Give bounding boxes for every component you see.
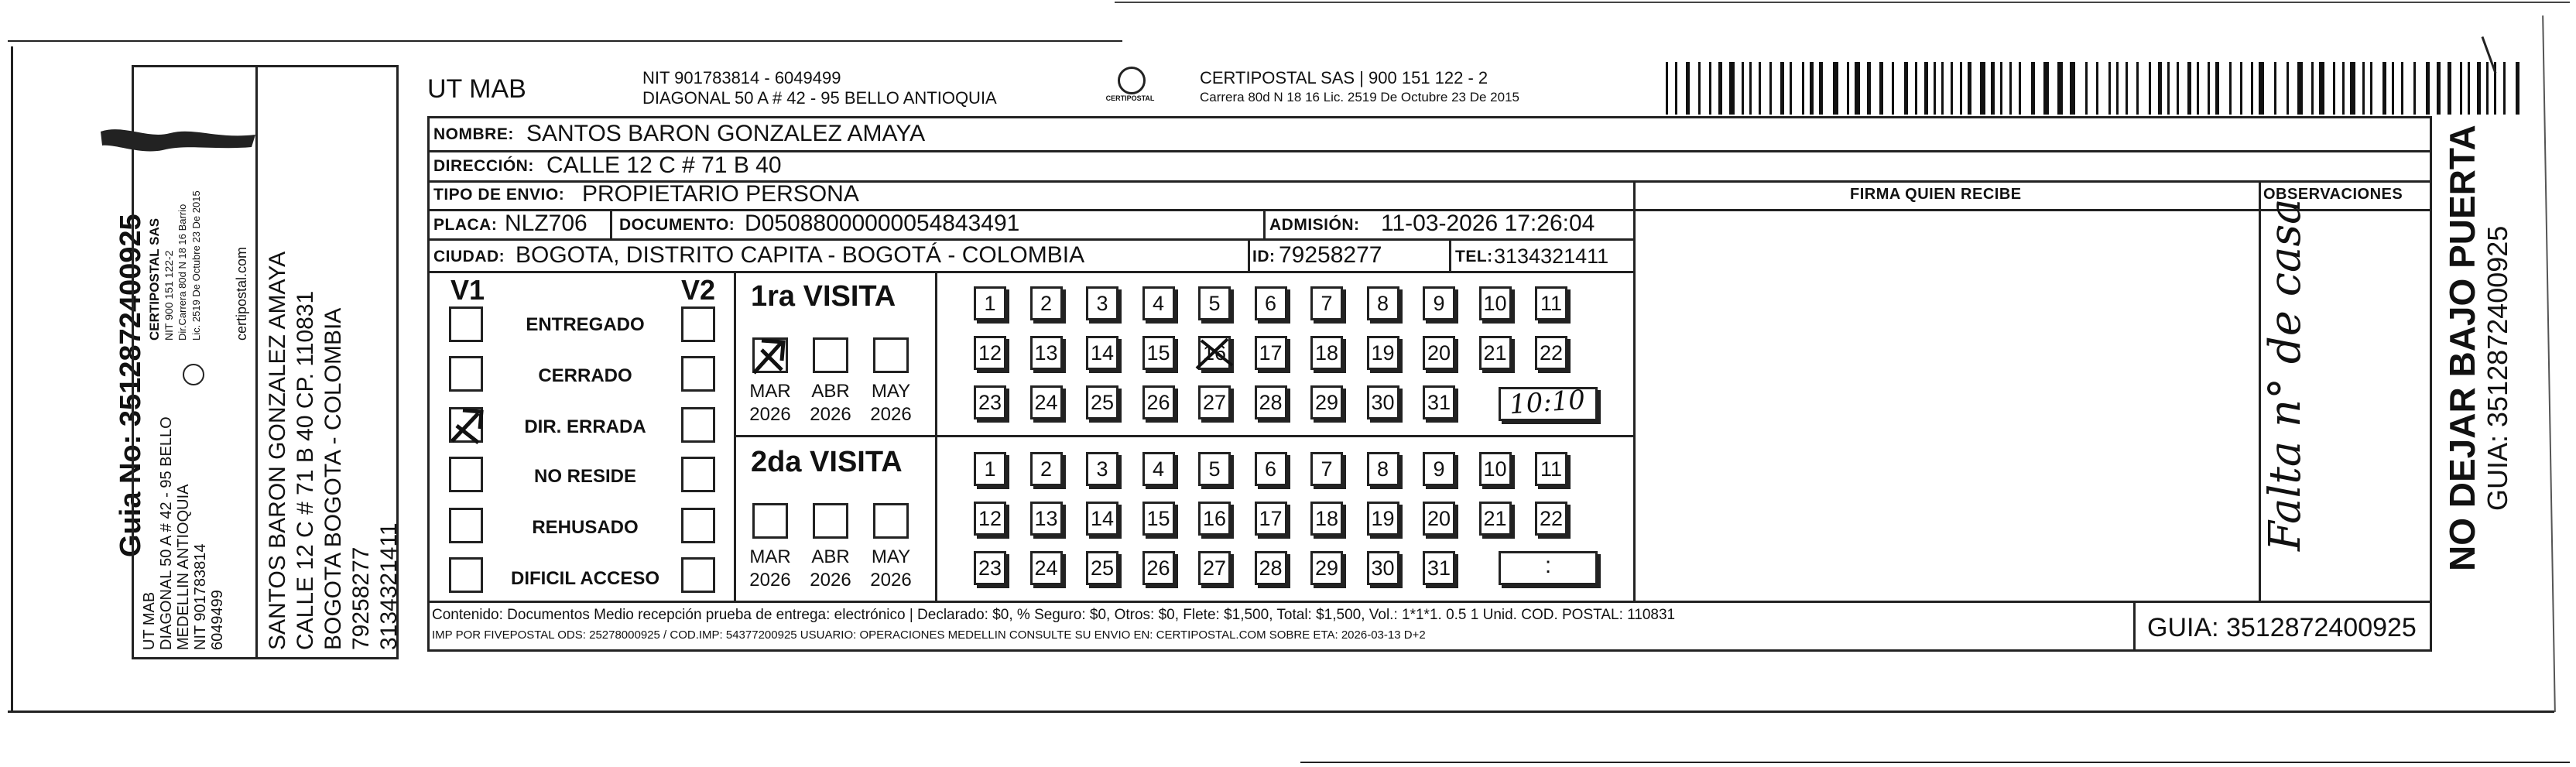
v2-month-may: MAY: [871, 546, 911, 567]
col-line-guia: [2133, 601, 2136, 652]
v1-day-box[interactable]: 19: [1367, 336, 1399, 370]
v1-month-mar: MAR: [749, 381, 791, 402]
barcode-bar: [1686, 62, 1690, 115]
v1-day-box[interactable]: 3: [1086, 286, 1118, 320]
barcode-bar: [2319, 62, 2324, 115]
status-rehusado: REHUSADO: [532, 517, 639, 538]
status-dir-errada: DIR. ERRADA: [524, 416, 646, 437]
barcode-bar: [1980, 62, 1985, 115]
direccion-label: DIRECCIÓN:: [433, 157, 534, 175]
barcode-bar: [2043, 62, 2049, 115]
barcode-bar: [2297, 62, 2303, 115]
v2-month-box-mar[interactable]: [752, 503, 788, 539]
footer-contenido: Contenido: Documentos Medio recepción prueba de entrega: electrónico | Declarado: $0, % Seguro: $0, Otros: $0, Flete: $1,500, Total: $1,500, Vol.: 1*1*1. 0.5 1 Unid. COD. POSTAL: 110831: [432, 607, 1676, 623]
barcode-bar: [2370, 62, 2372, 115]
barcode-bar: [1867, 62, 1871, 115]
barcode-bar: [1941, 62, 1944, 115]
barcode-bar: [1960, 62, 1962, 115]
v1-year: 2026: [870, 404, 912, 425]
barcode-bar: [2197, 62, 2199, 115]
scan-edge-right: [2542, 15, 2556, 712]
stub-recipient-line: CALLE 12 C # 71 B 40 CP. 110831: [293, 290, 318, 650]
right-stub-no-dejar: NO DEJAR BAJO PUERTA: [2442, 125, 2482, 571]
v2-day-box[interactable]: 17: [1255, 502, 1287, 536]
v2-day-box[interactable]: 25: [1086, 551, 1118, 585]
v1-month-box-abr[interactable]: [813, 337, 848, 373]
admision-label: ADMISIÓN:: [1269, 216, 1360, 234]
stub-recipient-line: 3134321411: [376, 522, 402, 650]
v1-year: 2026: [810, 404, 851, 425]
v1-day-box[interactable]: 24: [1030, 385, 1063, 419]
v2-month-abr: ABR: [811, 546, 850, 567]
v1-day-box[interactable]: 25: [1086, 385, 1118, 419]
v2-day-box[interactable]: 20: [1423, 502, 1455, 536]
barcode-bar: [2149, 62, 2151, 115]
day-mark-icon: [1194, 333, 1237, 372]
v2-day-box[interactable]: 22: [1535, 502, 1567, 536]
v1-day-box[interactable]: 29: [1310, 385, 1343, 419]
barcode-bar: [2516, 62, 2519, 115]
stub-recipient-line: BOGOTA BOGOTA - COLOMBIA: [320, 307, 346, 650]
placa-label: PLACA:: [433, 216, 498, 234]
col-line-days: [935, 271, 937, 602]
v1-checkbox-no-reside[interactable]: [449, 457, 483, 492]
id-value: 79258277: [1279, 242, 1382, 268]
v1-day-box[interactable]: 21: [1479, 336, 1512, 370]
v2-checkbox-rehusado[interactable]: [681, 508, 715, 543]
v1-day-box[interactable]: 15: [1142, 336, 1175, 370]
v2-time-placeholder: :: [1544, 553, 1552, 578]
v2-month-box-abr[interactable]: [813, 503, 848, 539]
barcode-bar: [1802, 62, 1804, 115]
barcode-bar: [1759, 62, 1761, 115]
barcode-bar: [2477, 62, 2481, 115]
v1-day-box[interactable]: 12: [974, 336, 1006, 370]
barcode-bar: [2240, 62, 2242, 115]
scan-edge-top: [8, 40, 1122, 42]
barcode-bar: [1892, 62, 1894, 115]
visit-separator: [734, 435, 1635, 437]
barcode-bar: [2382, 62, 2386, 115]
v2-day-box[interactable]: 21: [1479, 502, 1512, 536]
v1-day-box[interactable]: 13: [1030, 336, 1063, 370]
barcode-bar: [2392, 62, 2394, 115]
v2-day-box[interactable]: 9: [1423, 452, 1455, 486]
barcode-bar: [1742, 62, 1744, 115]
barcode-bar: [2136, 62, 2139, 115]
barcode-bar: [2019, 62, 2021, 115]
v1-day-box[interactable]: 18: [1310, 336, 1343, 370]
col-line-id: [1248, 238, 1250, 272]
barcode-bar: [1718, 62, 1722, 115]
barcode-bar: [1780, 62, 1784, 115]
barcode-bar: [1968, 62, 1971, 115]
header-license: Carrera 80d N 18 16 Lic. 2519 De Octubre 23 De 2015: [1200, 90, 1519, 104]
v2-day-box[interactable]: 23: [974, 551, 1006, 585]
v2-day-box[interactable]: 28: [1255, 551, 1287, 585]
tel-value: 3134321411: [1494, 245, 1609, 268]
barcode-bar: [1790, 62, 1792, 115]
v1-day-box[interactable]: 10: [1479, 286, 1512, 320]
header-ut: UT MAB: [427, 74, 526, 104]
v1-day-box[interactable]: 22: [1535, 336, 1567, 370]
stub-sender-line: UT MAB: [141, 591, 158, 650]
barcode-bar: [2342, 62, 2345, 115]
barcode-bar: [2274, 62, 2276, 115]
barcode-bar: [2085, 62, 2088, 115]
barcode-bar: [2070, 62, 2075, 115]
barcode-bar: [2437, 62, 2441, 115]
barcode-bar: [2215, 62, 2219, 115]
v1-day-box[interactable]: 2: [1030, 286, 1063, 320]
v1-day-box[interactable]: 9: [1423, 286, 1455, 320]
barcode-bar: [2413, 62, 2416, 115]
barcode-bar: [2311, 62, 2314, 115]
v2-day-box[interactable]: 5: [1198, 452, 1231, 486]
barcode-bar: [1991, 62, 1995, 115]
v2-day-box[interactable]: 14: [1086, 502, 1118, 536]
v1-day-box[interactable]: 17: [1255, 336, 1287, 370]
v1-checkbox-entregado[interactable]: [449, 306, 483, 342]
handwritten-time: 10:10: [1508, 384, 1587, 421]
v2-checkbox-cerrado[interactable]: [681, 356, 715, 392]
barcode-bar: [2251, 62, 2253, 115]
scan-edge-top-right: [1115, 2, 2570, 3]
footer-guia: GUIA: 3512872400925: [2147, 613, 2417, 642]
v2-day-box[interactable]: 29: [1310, 551, 1343, 585]
nombre-value: SANTOS BARON GONZALEZ AMAYA: [526, 121, 926, 146]
stub-guia-number: Guia No: 3512872400925: [115, 214, 147, 557]
barcode-bar: [2287, 62, 2289, 115]
v2-day-box[interactable]: 13: [1030, 502, 1063, 536]
row-line: [427, 238, 1635, 241]
barcode-bar: [2116, 62, 2119, 115]
barcode-bar: [2229, 62, 2232, 115]
v1-day-box[interactable]: 4: [1142, 286, 1175, 320]
barcode-bar: [1769, 62, 1772, 115]
v2-year: 2026: [870, 570, 912, 591]
v1-label: V1: [450, 274, 485, 306]
v1-checkbox-cerrado[interactable]: [449, 356, 483, 392]
v2-year: 2026: [810, 570, 851, 591]
v2-day-box[interactable]: 26: [1142, 551, 1175, 585]
row-line: [427, 601, 2432, 603]
v1-day-box[interactable]: 20: [1423, 336, 1455, 370]
barcode-bar: [2108, 62, 2111, 115]
barcode-bar: [1855, 62, 1860, 115]
stub-certipostal-line: CERTIPOSTAL SAS: [147, 217, 162, 341]
barcode-bar: [2096, 62, 2098, 115]
documento-value: D05088000000054843491: [745, 211, 1020, 236]
stub-certipostal-line: Dir.Carrera 80d N 18 16 Barrio: [176, 204, 188, 341]
barcode-bar: [1698, 62, 1701, 115]
col-line-admision: [1263, 209, 1266, 240]
v2-day-box[interactable]: 16: [1198, 502, 1231, 536]
v1-day-box[interactable]: 7: [1310, 286, 1343, 320]
barcode-bar: [2126, 62, 2128, 115]
v2-day-box[interactable]: 27: [1198, 551, 1231, 585]
stub-certipostal-logo: [183, 364, 204, 385]
header-address: DIAGONAL 50 A # 42 - 95 BELLO ANTIOQUIA: [642, 88, 997, 108]
v1-month-box-may[interactable]: [873, 337, 909, 373]
v2-day-box[interactable]: 7: [1310, 452, 1343, 486]
status-entregado: ENTREGADO: [526, 314, 645, 335]
v2-day-box[interactable]: 1: [974, 452, 1006, 486]
barcode-bar: [2177, 62, 2179, 115]
barcode-bar: [2333, 62, 2335, 115]
header-company: CERTIPOSTAL SAS | 900 151 122 - 2: [1200, 68, 1488, 87]
barcode-bar: [1951, 62, 1953, 115]
tel-label: TEL:: [1455, 248, 1493, 265]
footer-imp: IMP POR FIVEPOSTAL ODS: 25278000925 / COD.IMP: 54377200925 USUARIO: OPERACIONES MEDELLIN CONSULTE SU ENVIO EN: CERTIPOSTAL.COM SOBRE ETA: 2026-03-13 D+2: [432, 628, 1426, 642]
v2-day-box[interactable]: 6: [1255, 452, 1287, 486]
barcode-bar: [1833, 62, 1838, 115]
v1-day-box[interactable]: 23: [974, 385, 1006, 419]
scan-edge-bottom: [8, 711, 2554, 713]
nombre-label: NOMBRE:: [433, 125, 514, 143]
barcode-bar: [2259, 62, 2264, 115]
documento-label: DOCUMENTO:: [619, 216, 735, 234]
v2-checkbox-dificil-acceso[interactable]: [681, 557, 715, 593]
barcode-bar: [1915, 62, 1917, 115]
status-no-reside: NO RESIDE: [533, 466, 637, 487]
checkmark-icon: [748, 333, 794, 378]
v2-day-box[interactable]: 10: [1479, 452, 1512, 486]
v2-year: 2026: [749, 570, 791, 591]
v1-day-box[interactable]: 16: [1198, 336, 1231, 370]
barcode-bar: [2187, 62, 2191, 115]
v2-day-box[interactable]: 19: [1367, 502, 1399, 536]
col-line-placa: [610, 209, 612, 240]
barcode-bar: [2167, 62, 2170, 115]
barcode-bar: [1879, 62, 1883, 115]
admision-value: 11-03-2026 17:26:04: [1381, 211, 1595, 236]
stub-certipostal-line: NIT 900 151 122-2: [163, 250, 175, 341]
v2-day-box[interactable]: 31: [1423, 551, 1455, 585]
v1-month-abr: ABR: [811, 381, 850, 402]
barcode-bar: [2009, 62, 2012, 115]
v1-day-box[interactable]: 28: [1255, 385, 1287, 419]
v2-checkbox-entregado[interactable]: [681, 306, 715, 342]
v2-day-box[interactable]: 12: [974, 502, 1006, 536]
v1-year: 2026: [749, 404, 791, 425]
certipostal-logo: [1099, 67, 1161, 110]
v2-month-mar: MAR: [749, 546, 791, 567]
barcode-bar: [2031, 62, 2035, 115]
barcode-bar: [2362, 62, 2365, 115]
v2-day-box[interactable]: 24: [1030, 551, 1063, 585]
ciudad-value: BOGOTA, DISTRITO CAPITA - BOGOTÁ - COLOMBIA: [516, 242, 1085, 268]
barcode-bar: [1924, 62, 1928, 115]
tipo-envio-label: TIPO DE ENVIO:: [433, 186, 565, 204]
v2-day-box[interactable]: 8: [1367, 452, 1399, 486]
barcode-bar: [2158, 62, 2162, 115]
status-cerrado: CERRADO: [538, 365, 632, 386]
stub-smudge: [93, 116, 263, 163]
v1-day-box[interactable]: 30: [1367, 385, 1399, 419]
observaciones-label: OBSERVACIONES: [2263, 186, 2403, 203]
v1-checkbox-dificil-acceso[interactable]: [449, 557, 483, 593]
barcode-bar: [1810, 62, 1814, 115]
scan-edge-left: [11, 46, 13, 712]
v2-day-box[interactable]: 11: [1535, 452, 1567, 486]
v2-day-box[interactable]: 15: [1142, 502, 1175, 536]
barcode-bar: [1709, 62, 1711, 115]
stub-sender-line: MEDELLIN ANTIOQUIA: [175, 484, 192, 650]
direccion-value: CALLE 12 C # 71 B 40: [546, 152, 782, 178]
barcode: [1666, 62, 2525, 115]
barcode-bar: [1847, 62, 1849, 115]
scan-edge-bottom-2: [1300, 762, 2570, 763]
barcode-bar: [1675, 62, 1677, 115]
barcode-bar: [2468, 62, 2470, 115]
v1-day-box[interactable]: 14: [1086, 336, 1118, 370]
barcode-bar: [1904, 62, 1908, 115]
v2-day-box[interactable]: 3: [1086, 452, 1118, 486]
first-visit-title: 1ra VISITA: [751, 280, 896, 313]
barcode-bar: [2208, 62, 2210, 115]
col-line-tel: [1449, 238, 1451, 272]
v1-day-box[interactable]: 6: [1255, 286, 1287, 320]
right-stub-guia: GUIA: 3512872400925: [2482, 225, 2513, 511]
col-line-firma: [1633, 180, 1636, 602]
barcode-bar: [2460, 62, 2462, 115]
barcode-bar: [1729, 62, 1735, 115]
v1-day-box[interactable]: 5: [1198, 286, 1231, 320]
logo-circle-icon: [1118, 67, 1146, 94]
handwritten-observation: Falta n° de casa: [2260, 198, 2311, 551]
v1-day-box[interactable]: 11: [1535, 286, 1567, 320]
barcode-bar: [2350, 62, 2355, 115]
placa-value: NLZ706: [505, 211, 587, 236]
stub-sender-line: NIT 901783814: [192, 543, 209, 650]
v2-month-box-may[interactable]: [873, 503, 909, 539]
logo-text: CERTIPOSTAL: [1105, 94, 1155, 102]
stub-website: certipostal.com: [234, 246, 249, 341]
barcode-bar: [2401, 62, 2403, 115]
v1-month-may: MAY: [871, 381, 911, 402]
tipo-envio-value: PROPIETARIO PERSONA: [582, 181, 859, 207]
v1-day-box[interactable]: 8: [1367, 286, 1399, 320]
barcode-bar: [2000, 62, 2002, 115]
barcode-bar: [1934, 62, 1936, 115]
second-visit-title: 2da VISITA: [751, 446, 903, 478]
barcode-bar: [2426, 62, 2430, 115]
barcode-bar: [2057, 62, 2063, 115]
ciudad-label: CIUDAD:: [433, 248, 505, 265]
stub-recipient-line: 79258277: [348, 546, 374, 650]
barcode-bar: [1819, 62, 1823, 115]
v1-day-box[interactable]: 1: [974, 286, 1006, 320]
stub-sender-line: DIAGONAL 50 A # 42 - 95 BELLO: [158, 416, 175, 650]
barcode-bar: [2448, 62, 2451, 115]
stub-sender-line: 6049499: [209, 590, 226, 650]
header-nit: NIT 901783814 - 6049499: [642, 68, 841, 87]
status-dificil-acceso: DIFICIL ACCESO: [510, 568, 659, 589]
v2-checkbox-no-reside[interactable]: [681, 457, 715, 492]
v1-day-box[interactable]: 31: [1423, 385, 1455, 419]
v2-checkbox-dir-errada[interactable]: [681, 407, 715, 443]
v2-day-box[interactable]: 4: [1142, 452, 1175, 486]
v1-day-box[interactable]: 27: [1198, 385, 1231, 419]
stub-certipostal-line: Lic. 2519 De Octubre 23 De 2015: [190, 190, 202, 341]
v1-day-box[interactable]: 26: [1142, 385, 1175, 419]
id-label: ID:: [1252, 248, 1276, 265]
col-line-visits: [734, 271, 736, 602]
v2-label: V2: [681, 274, 716, 306]
v2-day-box[interactable]: 30: [1367, 551, 1399, 585]
checkmark-icon: [447, 402, 491, 446]
v1-checkbox-rehusado[interactable]: [449, 508, 483, 543]
barcode-bar: [2503, 62, 2506, 115]
v2-day-box[interactable]: 2: [1030, 452, 1063, 486]
stub-recipient-line: SANTOS BARON GONZALEZ AMAYA: [265, 251, 290, 650]
firma-label: FIRMA QUIEN RECIBE: [1850, 186, 2022, 203]
barcode-bar: [2486, 62, 2489, 115]
v2-day-box[interactable]: 18: [1310, 502, 1343, 536]
firma-underline: [1633, 209, 2432, 211]
row-line: [427, 271, 1635, 273]
barcode-bar: [1666, 62, 1668, 115]
barcode-bar: [1749, 62, 1752, 115]
